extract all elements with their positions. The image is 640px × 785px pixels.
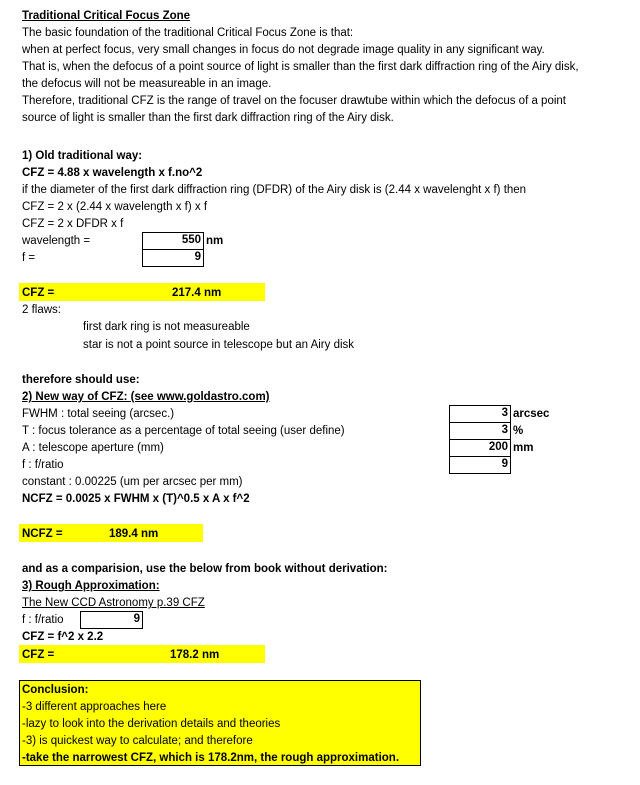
f-ratio-label: f : f/ratio xyxy=(22,459,64,471)
method2-heading: 2) New way of CFZ: (see www.goldastro.com) xyxy=(22,391,270,403)
wavelength-label: wavelength = xyxy=(22,235,91,247)
fwhm-unit: arcsec xyxy=(513,408,550,420)
constant-label: constant : 0.00225 (um per arcsec per mm) xyxy=(22,476,243,488)
intro-line-2: when at perfect focus, very small changes in focus do not degrade image quality in any significant way. xyxy=(22,44,545,56)
method3-source: The New CCD Astronomy p.39 CFZ xyxy=(22,597,205,609)
method3-result-label: CFZ = xyxy=(22,649,55,661)
intro-line-3: That is, when the defocus of a point source of light is smaller than the first dark diffraction ring of the Airy disk, xyxy=(22,61,579,73)
conclusion-line-2: -lazy to look into the derivation details and theories xyxy=(22,718,281,730)
ncfz-formula: NCFZ = 0.0025 x FWHM x (T)^0.5 x A x f^2 xyxy=(22,493,250,505)
method3-result-highlight xyxy=(19,645,265,663)
tolerance-unit: % xyxy=(513,425,524,437)
page-title: Traditional Critical Focus Zone xyxy=(22,10,191,22)
tolerance-input[interactable]: 3 xyxy=(449,422,511,440)
flaw-1: first dark ring is not measureable xyxy=(83,321,250,333)
wavelength-unit: nm xyxy=(206,235,224,247)
method3-result-value: 178.2 nm xyxy=(170,649,220,661)
method2-intro: therefore should use: xyxy=(22,374,140,386)
method3-formula: CFZ = f^2 x 2.2 xyxy=(22,631,104,643)
method3-intro: and as a comparision, use the below from book without derivation: xyxy=(22,563,388,575)
f-input[interactable]: 9 xyxy=(142,249,204,267)
method1-line-2: CFZ = 2 x (2.44 x wavelength x f) x f xyxy=(22,201,208,213)
method1-heading: 1) Old traditional way: xyxy=(22,150,143,162)
method1-line-1: if the diameter of the first dark diffraction ring (DFDR) of the Airy disk is (2.44 x wavelenght x f) then xyxy=(22,184,527,196)
fwhm-input[interactable]: 3 xyxy=(449,405,511,423)
conclusion-line-3: -3) is quickest way to calculate; and therefore xyxy=(22,735,253,747)
method1-line-3: CFZ = 2 x DFDR x f xyxy=(22,218,124,230)
intro-line-1: The basic foundation of the traditional Critical Focus Zone is that: xyxy=(22,27,354,39)
conclusion-title: Conclusion: xyxy=(22,684,89,696)
f-label: f = xyxy=(22,252,36,264)
intro-line-6: source of light is smaller than the first dark diffraction ring of the Airy disk. xyxy=(22,112,394,124)
fratio-input[interactable]: 9 xyxy=(449,456,511,474)
conclusion-line-1: -3 different approaches here xyxy=(22,701,167,713)
intro-line-5: Therefore, traditional CFZ is the range of travel on the focuser drawtube within which the defocus of a point xyxy=(22,95,566,107)
aperture-input[interactable]: 200 xyxy=(449,439,511,457)
ncfz-result-label: NCFZ = xyxy=(22,528,63,540)
cfz-result-value: 217.4 nm xyxy=(172,287,222,299)
flaw-2: star is not a point source in telescope but an Airy disk xyxy=(83,339,355,351)
t-label: T : focus tolerance as a percentage of total seeing (user define) xyxy=(22,425,345,437)
wavelength-input[interactable]: 550 xyxy=(142,232,204,250)
aperture-unit: mm xyxy=(513,442,534,454)
flaws-label: 2 flaws: xyxy=(22,304,61,316)
cfz-result-label: CFZ = xyxy=(22,287,55,299)
cfz-result-highlight xyxy=(19,283,265,301)
ncfz-result-value: 189.4 nm xyxy=(109,528,159,540)
a-label: A : telescope aperture (mm) xyxy=(22,442,164,454)
fwhm-label: FWHM : total seeing (arcsec.) xyxy=(22,408,175,420)
method1-formula: CFZ = 4.88 x wavelength x f.no^2 xyxy=(22,167,203,179)
method3-f-label: f : f/ratio xyxy=(22,614,64,626)
method3-heading: 3) Rough Approximation: xyxy=(22,580,160,592)
method3-f-input[interactable]: 9 xyxy=(80,611,143,629)
conclusion-final: -take the narrowest CFZ, which is 178.2nm, the rough approximation. xyxy=(22,752,400,764)
intro-line-4: the defocus will not be measureable in an image. xyxy=(22,78,272,90)
